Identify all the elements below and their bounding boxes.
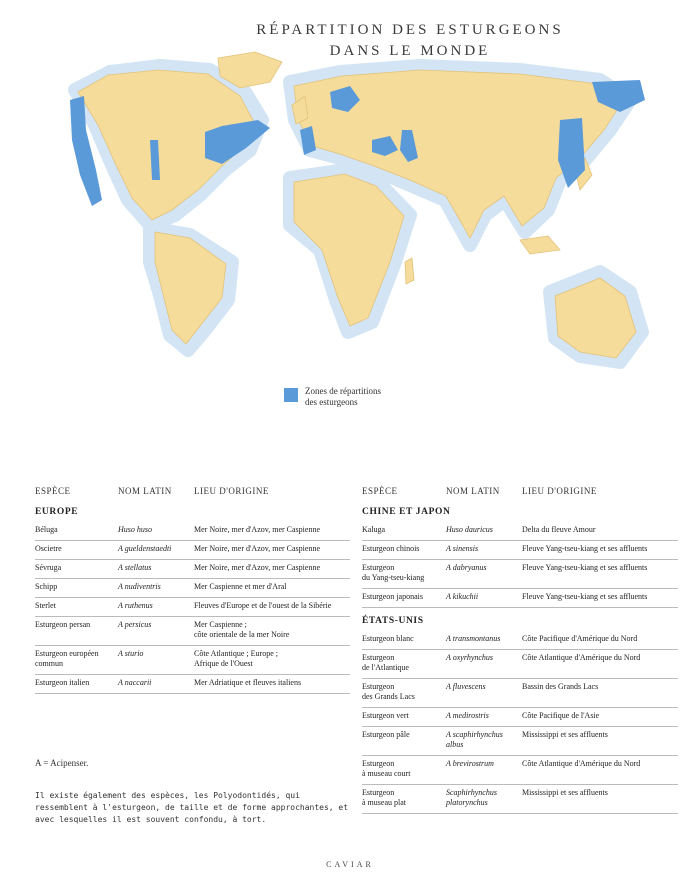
cell-espece (35, 544, 118, 554)
cell-espece (362, 682, 446, 702)
cell-espece-line: Schipp (35, 582, 58, 591)
cell-nom-latin (118, 525, 194, 535)
header-lieu: LIEU D'ORIGINE (522, 486, 597, 496)
cell-nom-latin-line: A fluvescens (446, 682, 486, 691)
cell-espece (362, 788, 446, 808)
world-map (0, 0, 700, 430)
cell-espece-line: Béluga (35, 525, 58, 534)
cell-nom-latin-line: A brevirostrum (446, 759, 494, 768)
cell-lieu (194, 601, 350, 611)
cell-lieu (194, 620, 350, 640)
cell-espece (35, 563, 118, 573)
cell-lieu (522, 525, 678, 535)
cell-nom-latin-line: A stellatus (118, 563, 152, 572)
cell-espece-line: Esturgeon (362, 788, 395, 797)
table-europe (35, 486, 350, 694)
section-rows (362, 522, 678, 608)
cell-espece (35, 620, 118, 640)
cell-nom-latin (446, 563, 522, 583)
cell-nom-latin-line: A dabryanus (446, 563, 487, 572)
cell-nom-latin-line: A oxyrhynchus (446, 653, 494, 662)
table-row (35, 646, 350, 675)
acipenser-note: A = Acipenser. (35, 758, 89, 768)
polyodontides-paragraph: Il existe également des espèces, les Polyodontidés, qui ressemblent à l'esturgeon, de taille et de forme approchantes, et avec lesquelles il est souvent confondu, à tort. (35, 791, 349, 824)
cell-lieu-line: Mer Noire, mer d'Azov, mer Caspienne (194, 563, 320, 572)
cell-espece (35, 582, 118, 592)
cell-nom-latin-line: A transmontanus (446, 634, 501, 643)
cell-lieu (194, 582, 350, 592)
table-row (362, 785, 678, 814)
cell-lieu (522, 563, 678, 583)
cell-espece-line: des Grands Lacs (362, 692, 415, 701)
cell-lieu-line: Mississippi et ses affluents (522, 730, 608, 739)
cell-lieu-line: Mer Noire, mer d'Azov, mer Caspienne (194, 544, 320, 553)
legend-label-line1: Zones de répartitions (305, 386, 381, 396)
cell-lieu-line: Mississippi et ses affluents (522, 788, 608, 797)
table-header (362, 486, 678, 504)
cell-espece (362, 759, 446, 779)
cell-espece (362, 730, 446, 750)
cell-nom-latin-line: A naccarii (118, 678, 152, 687)
table-row (35, 541, 350, 560)
cell-espece-line: Esturgeon (362, 682, 395, 691)
cell-nom-latin (118, 601, 194, 611)
table-row (35, 560, 350, 579)
cell-lieu (194, 678, 350, 688)
table-row (362, 541, 678, 560)
cell-lieu (522, 634, 678, 644)
table-row (362, 756, 678, 785)
table-row (35, 522, 350, 541)
cell-lieu-line: Mer Adriatique et fleuves italiens (194, 678, 302, 687)
table-row (362, 650, 678, 679)
section-rows (362, 631, 678, 814)
table-header (35, 486, 350, 504)
cell-nom-latin-line: A medirostris (446, 711, 489, 720)
cell-lieu (194, 649, 350, 669)
cell-nom-latin-line: platorynchus (446, 798, 488, 807)
table-row (362, 679, 678, 708)
section-title: ÉTATS-UNIS (362, 616, 424, 626)
cell-nom-latin (118, 544, 194, 554)
cell-nom-latin-line: A ruthenus (118, 601, 153, 610)
cell-lieu-line: Delta du fleuve Amour (522, 525, 596, 534)
cell-espece-line: Esturgeon japonais (362, 592, 423, 601)
cell-lieu-line: Afrique de l'Ouest (194, 659, 253, 668)
cell-lieu-line: Fleuves d'Europe et de l'ouest de la Sibérie (194, 601, 332, 610)
cell-espece-line: Kaluga (362, 525, 386, 534)
cell-lieu-line: Côte Atlantique ; Europe ; (194, 649, 278, 658)
cell-nom-latin-line: Scaphirhynchus (446, 788, 497, 797)
cell-lieu-line: Bassin des Grands Lacs (522, 682, 599, 691)
table-row (362, 631, 678, 650)
page-footer: CAVIAR (326, 860, 374, 869)
cell-nom-latin (118, 649, 194, 669)
cell-nom-latin (446, 788, 522, 808)
table-row (35, 675, 350, 694)
cell-espece-line: Esturgeon italien (35, 678, 90, 687)
table-body (362, 507, 678, 814)
legend-swatch (284, 388, 298, 402)
cell-espece (362, 711, 446, 721)
cell-lieu (194, 525, 350, 535)
cell-espece-line: à museau plat (362, 798, 406, 807)
cell-lieu (522, 544, 678, 554)
cell-lieu (194, 544, 350, 554)
cell-espece (35, 601, 118, 611)
cell-nom-latin (446, 711, 522, 721)
cell-lieu (194, 563, 350, 573)
cell-espece-line: Esturgeon blanc (362, 634, 414, 643)
table-row (362, 708, 678, 727)
table-asia-usa (362, 486, 678, 814)
section-title: CHINE ET JAPON (362, 507, 451, 517)
cell-nom-latin (446, 544, 522, 554)
cell-lieu (522, 653, 678, 673)
cell-nom-latin (446, 592, 522, 602)
map-legend (284, 386, 425, 408)
cell-nom-latin (118, 582, 194, 592)
map-title-line2: DANS LE MONDE (329, 43, 491, 59)
table-row (362, 560, 678, 589)
cell-nom-latin (118, 620, 194, 640)
cell-lieu (522, 682, 678, 702)
cell-lieu-line: Fleuve Yang-tseu-kiang et ses affluents (522, 544, 648, 553)
cell-nom-latin-line: A sinensis (446, 544, 479, 553)
cell-nom-latin (118, 563, 194, 573)
cell-nom-latin (446, 682, 522, 702)
cell-lieu-line: Côte Atlantique d'Amérique du Nord (522, 759, 641, 768)
cell-espece-line: Esturgeon chinois (362, 544, 420, 553)
cell-nom-latin-line: A persicus (118, 620, 152, 629)
cell-espece (362, 544, 446, 554)
cell-lieu-line: Fleuve Yang-tseu-kiang et ses affluents (522, 592, 648, 601)
cell-nom-latin-line: Huso huso (118, 525, 153, 534)
header-espece: ESPÈCE (35, 486, 71, 496)
cell-nom-latin-line: A kikuchii (446, 592, 479, 601)
table-row (35, 579, 350, 598)
cell-espece-line: Esturgeon persan (35, 620, 91, 629)
cell-nom-latin-line: A sturio (118, 649, 144, 658)
cell-espece-line: de l'Atlantique (362, 663, 409, 672)
cell-nom-latin (118, 678, 194, 688)
cell-lieu (522, 730, 678, 750)
cell-lieu (522, 759, 678, 779)
legend-label (305, 386, 425, 408)
cell-lieu-line: Côte Pacifique de l'Asie (522, 711, 600, 720)
cell-espece-line: commun (35, 659, 63, 668)
cell-espece-line: Esturgeon (362, 563, 395, 572)
header-nom-latin: NOM LATIN (118, 486, 172, 496)
cell-espece (35, 678, 118, 688)
cell-nom-latin-line: albus (446, 740, 464, 749)
cell-nom-latin (446, 730, 522, 750)
cell-nom-latin (446, 759, 522, 779)
cell-lieu-line: Côte Pacifique d'Amérique du Nord (522, 634, 638, 643)
cell-nom-latin (446, 525, 522, 535)
table-row (362, 589, 678, 608)
cell-espece-line: à museau court (362, 769, 411, 778)
cell-espece (362, 525, 446, 535)
cell-lieu-line: Mer Caspienne et mer d'Aral (194, 582, 287, 591)
cell-lieu-line: Mer Noire, mer d'Azov, mer Caspienne (194, 525, 320, 534)
header-espece: ESPÈCE (362, 486, 398, 496)
cell-lieu-line: côte orientale de la mer Noire (194, 630, 290, 639)
cell-espece (362, 634, 446, 644)
cell-espece-line: Sterlet (35, 601, 56, 610)
cell-nom-latin-line: A gueldenstaedti (118, 544, 172, 553)
cell-espece-line: Sévruga (35, 563, 62, 572)
table-row (362, 522, 678, 541)
table-row (35, 617, 350, 646)
cell-nom-latin (446, 634, 522, 644)
legend-label-line2: des esturgeons (305, 397, 358, 407)
cell-espece-line: Oscietre (35, 544, 62, 553)
cell-espece (362, 563, 446, 583)
table-row (362, 727, 678, 756)
cell-lieu (522, 711, 678, 721)
header-nom-latin: NOM LATIN (446, 486, 500, 496)
cell-nom-latin-line: A scaphirhynchus (446, 730, 503, 739)
cell-espece-line: du Yang-tseu-kiang (362, 573, 425, 582)
header-lieu: LIEU D'ORIGINE (194, 486, 269, 496)
table-body (35, 522, 350, 694)
cell-espece (35, 649, 118, 669)
table-row (35, 598, 350, 617)
cell-lieu-line: Côte Atlantique d'Amérique du Nord (522, 653, 641, 662)
cell-nom-latin-line: Huso dauricus (446, 525, 493, 534)
cell-lieu (522, 592, 678, 602)
cell-espece-line: Esturgeon européen (35, 649, 99, 658)
section-title: EUROPE (35, 507, 79, 517)
cell-lieu-line: Fleuve Yang-tseu-kiang et ses affluents (522, 563, 648, 572)
cell-lieu-line: Mer Caspienne ; (194, 620, 247, 629)
cell-espece (362, 592, 446, 602)
cell-espece (35, 525, 118, 535)
cell-espece-line: Esturgeon (362, 759, 395, 768)
cell-nom-latin-line: A nudiventris (118, 582, 161, 591)
madagascar (405, 258, 414, 284)
cell-espece-line: Esturgeon pâle (362, 730, 410, 739)
cell-espece-line: Esturgeon vert (362, 711, 409, 720)
cell-espece-line: Esturgeon (362, 653, 395, 662)
cell-nom-latin (446, 653, 522, 673)
cell-espece (362, 653, 446, 673)
cell-lieu (522, 788, 678, 808)
map-title (210, 20, 610, 62)
map-title-line1: RÉPARTITION DES ESTURGEONS (256, 22, 564, 38)
